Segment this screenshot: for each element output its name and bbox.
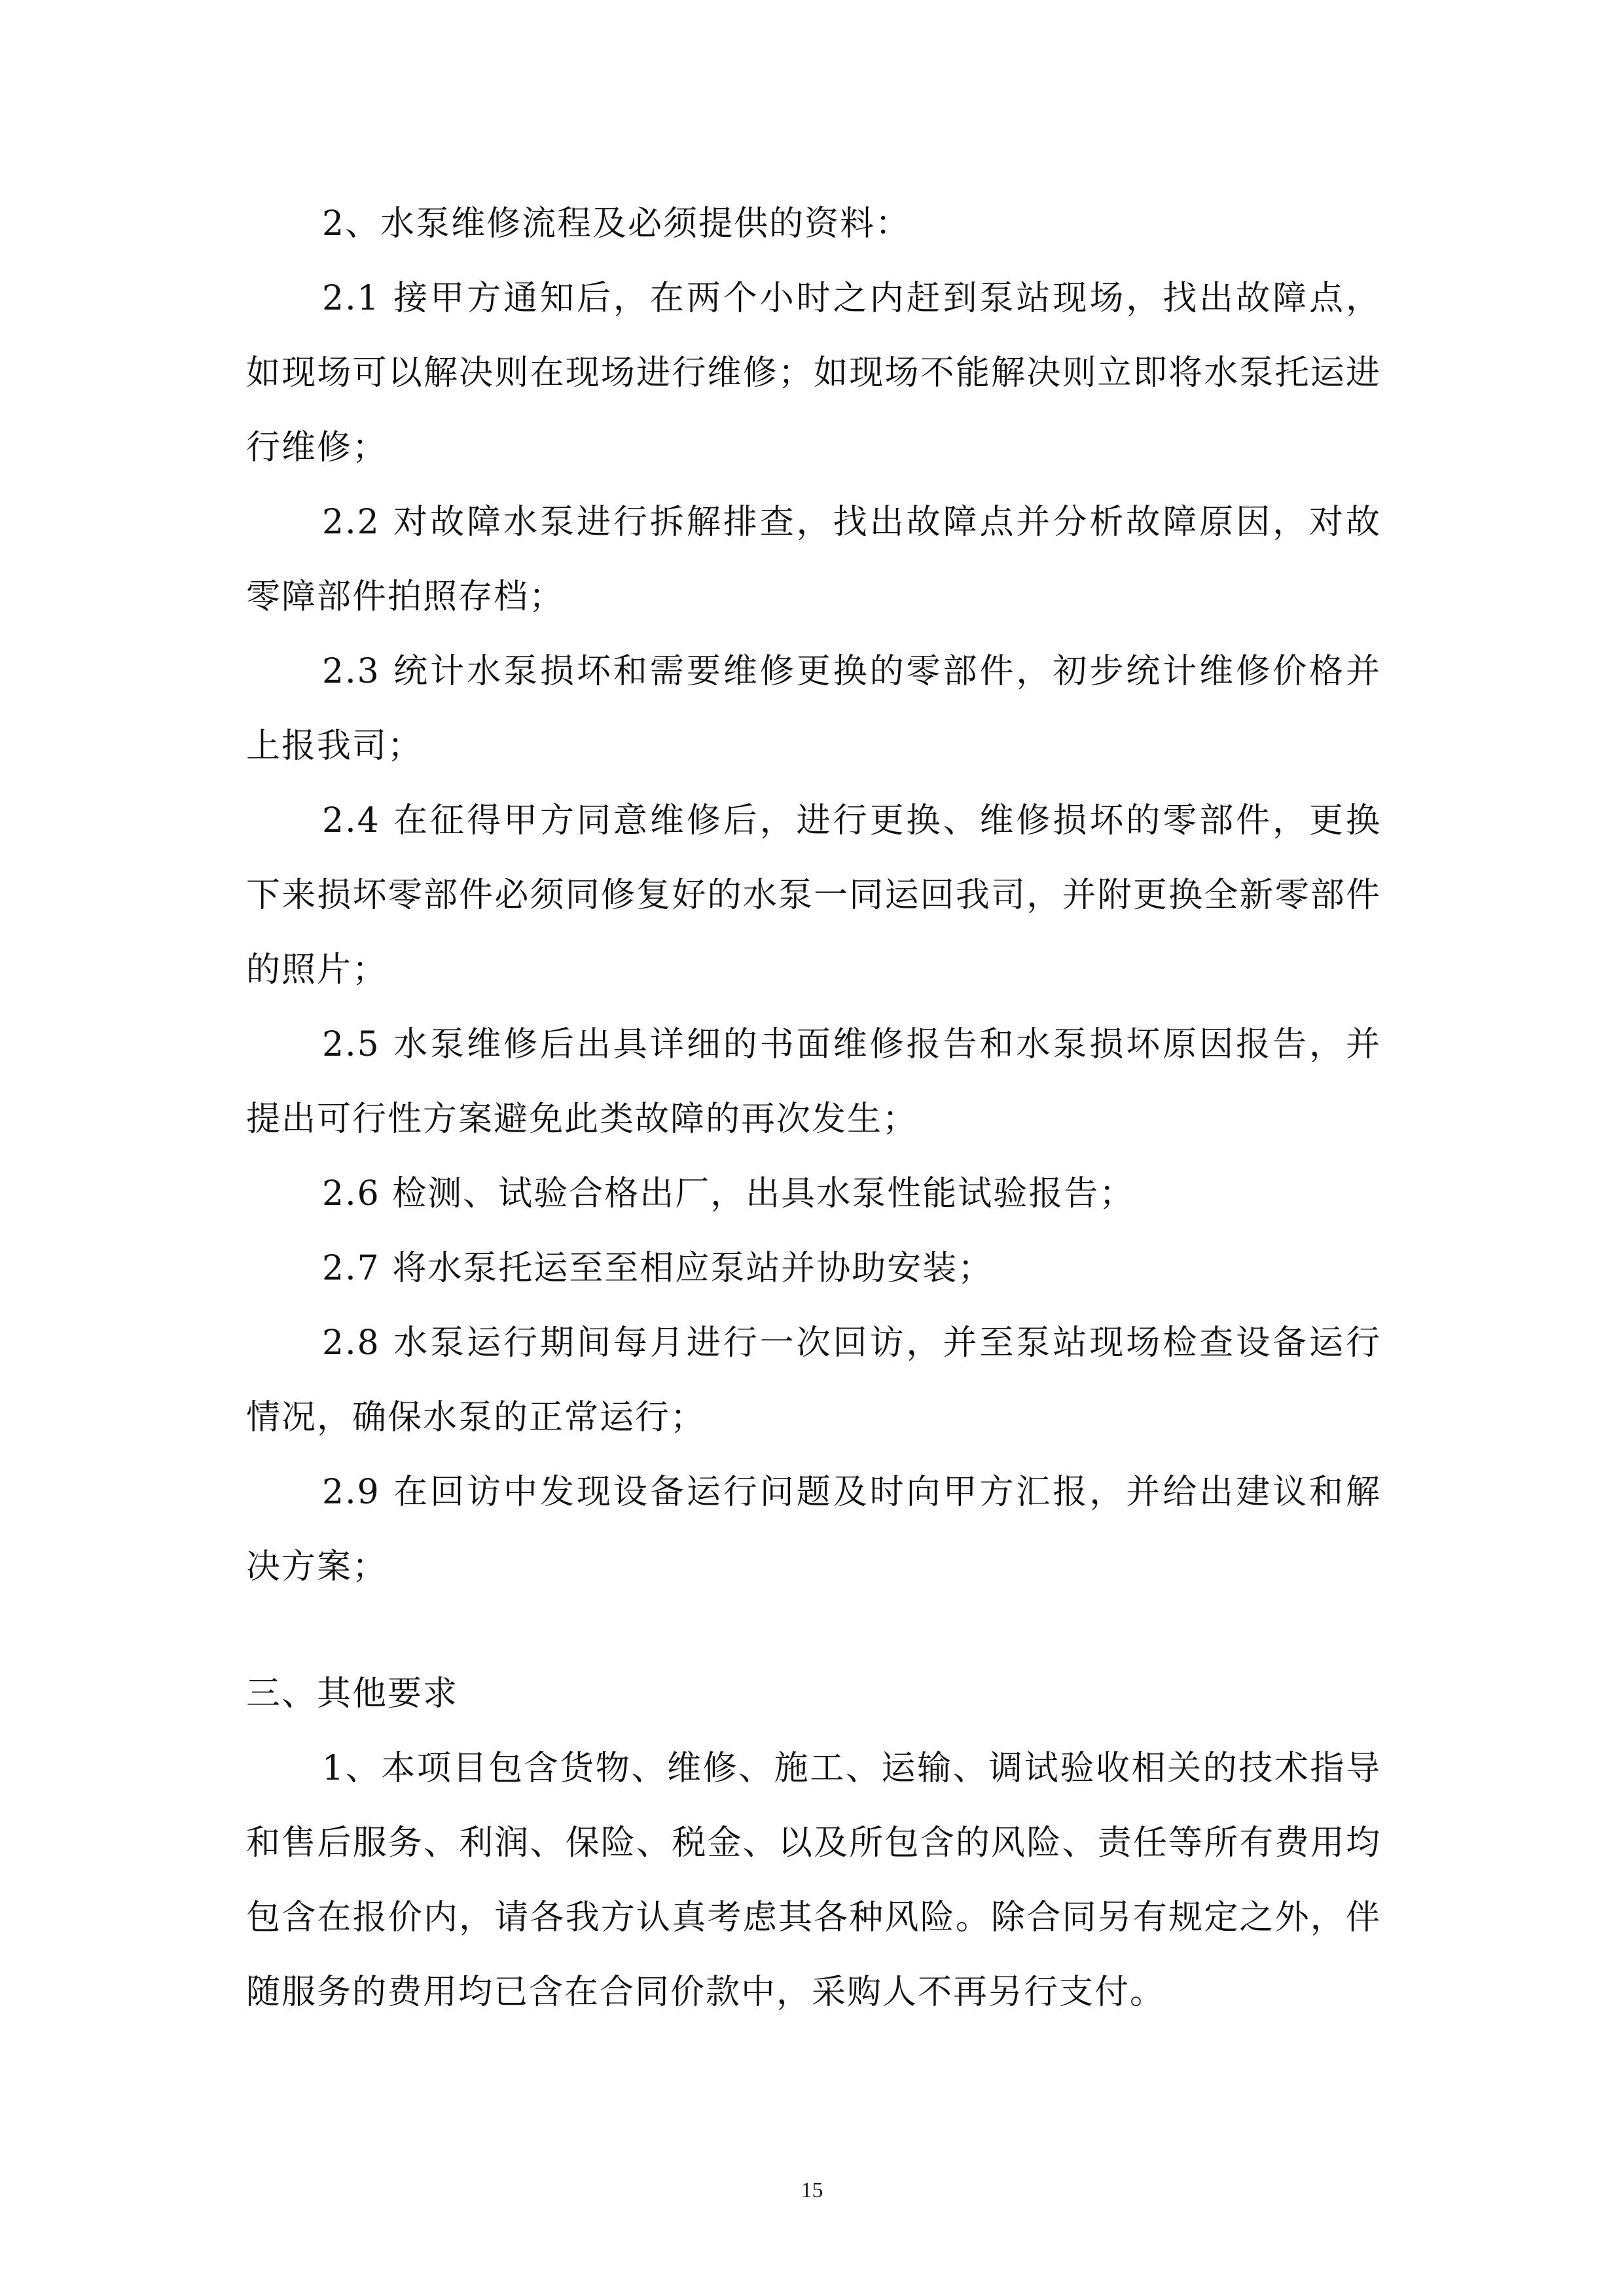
section-3-heading: 三、其他要求: [246, 1674, 459, 1713]
item-2-4: 2.4 在征得甲方同意维修后，进行更换、维修损坏的零部件，更换下来损坏零部件必须同修复好的水泵一同运回我司，并附更换全新零部件的照片；: [246, 801, 1381, 990]
item-2-2: 2.2 对故障水泵进行拆解排查，找出故障点并分析故障原因，对故零障部件拍照存档；: [246, 503, 1381, 617]
item-3-1: 1、本项目包含货物、维修、施工、运输、调试验收相关的技术指导和售后服务、利润、保险、税金、以及所包含的风险、责任等所有费用均包含在报价内，请各我方认真考虑其各种风险。除合同另有规定之外，伴随服务的费用均已含在合同价款中，采购人不再另行支付。: [246, 1749, 1381, 2012]
item-2-6: 2.6 检测、试验合格出厂，出具水泵性能试验报告；: [322, 1174, 1135, 1213]
item-2-1: 2.1 接甲方通知后，在两个小时之内赶到泵站现场，找出故障点，如现场可以解决则在现场进行维修；如现场不能解决则立即将水泵托运进行维修；: [246, 279, 1381, 467]
item-2-5: 2.5 水泵维修后出具详细的书面维修报告和水泵损坏原因报告，并提出可行性方案避免此类故障的再次发生；: [246, 1025, 1381, 1139]
item-2-9: 2.9 在回访中发现设备运行问题及时向甲方汇报，并给出建议和解决方案；: [246, 1473, 1381, 1587]
page-number: 15: [801, 2178, 823, 2202]
section-2-heading: 2、水泵维修流程及必须提供的资料：: [322, 204, 911, 243]
item-2-7: 2.7 将水泵托运至至相应泵站并协助安装；: [322, 1249, 994, 1288]
item-2-8: 2.8 水泵运行期间每月进行一次回访，并至泵站现场检查设备运行情况，确保水泵的正常运行；: [246, 1323, 1381, 1437]
item-2-3: 2.3 统计水泵损坏和需要维修更换的零部件，初步统计维修价格并上报我司；: [246, 652, 1381, 766]
page-content: [246, 187, 1381, 2030]
